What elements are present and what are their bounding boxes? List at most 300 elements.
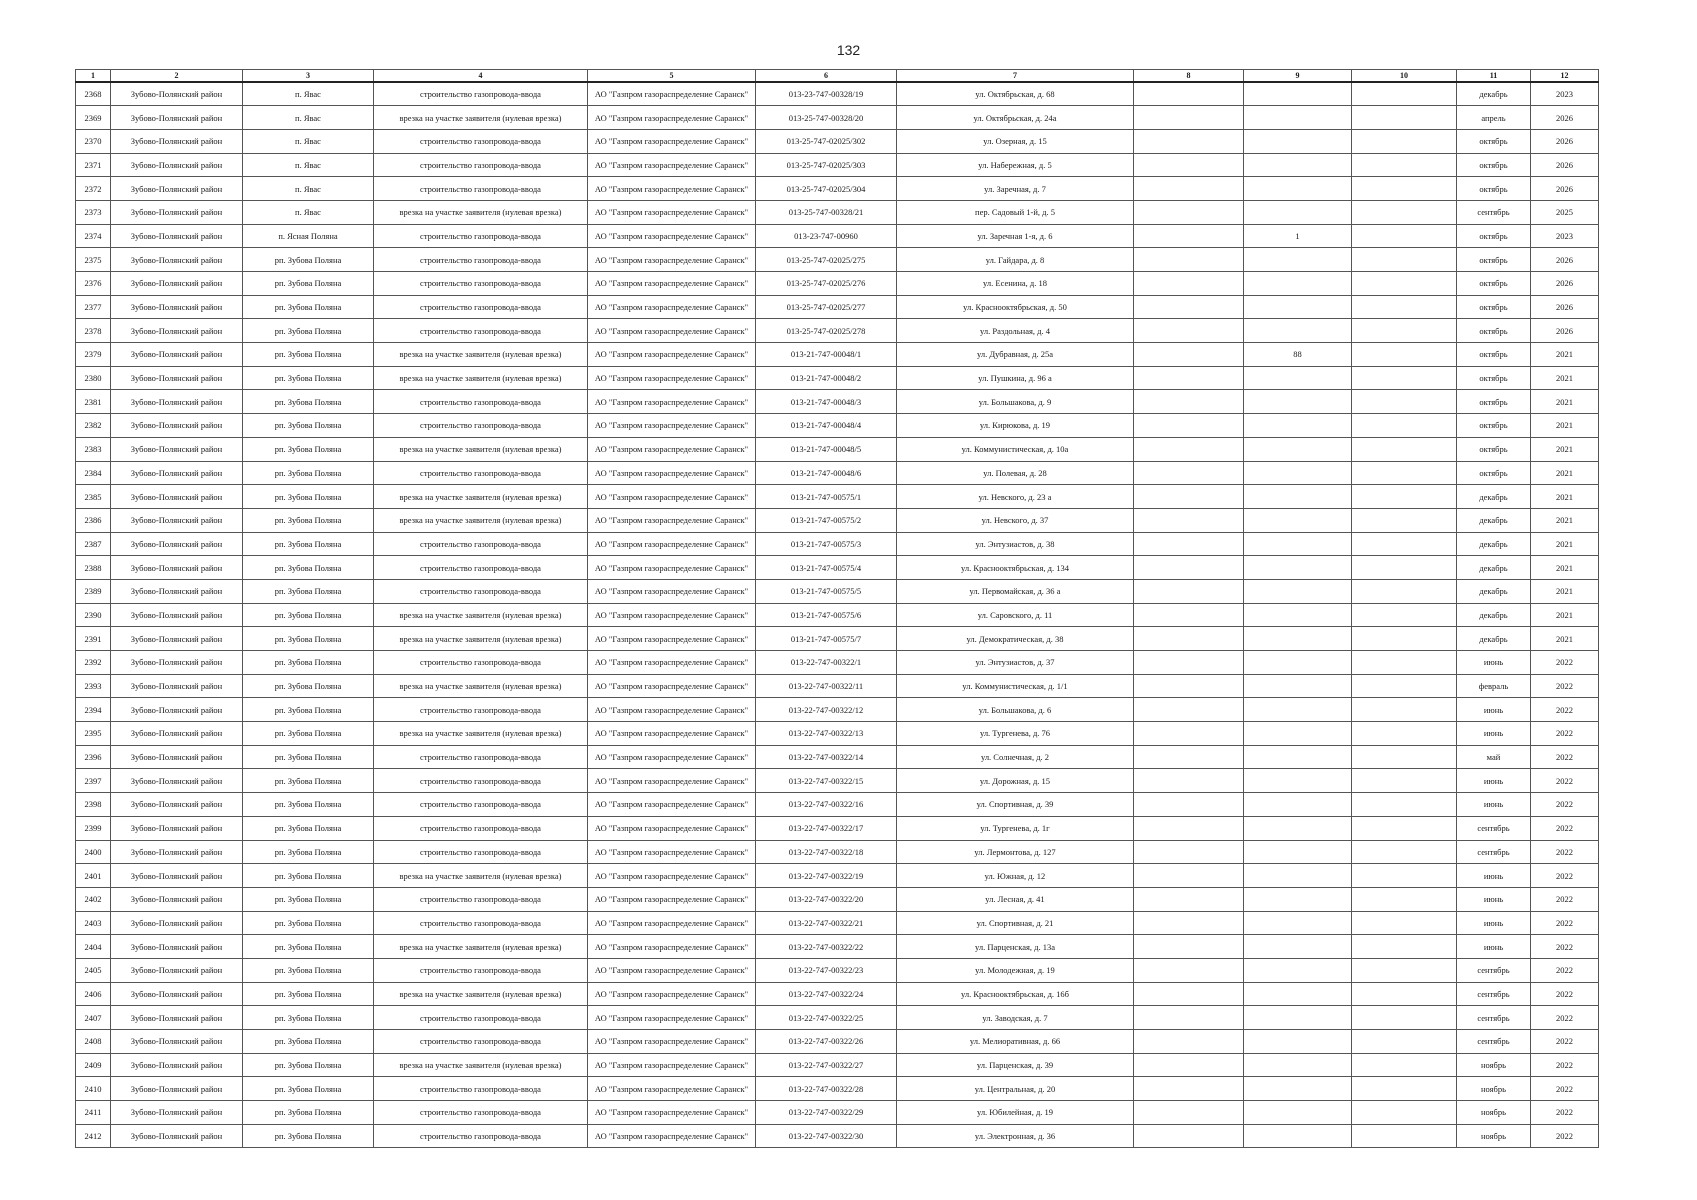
work-type-cell: строительство газопровода-ввода [374,390,588,414]
column-header-8: 8 [1134,70,1244,83]
work-type-cell: врезка на участке заявителя (нулевая врезка) [374,343,588,367]
settlement-cell: рп. Зубова Поляна [243,272,374,296]
organization-cell: АО "Газпром газораспределение Саранск" [588,343,756,367]
settlement-cell: рп. Зубова Поляна [243,745,374,769]
col-9-cell [1244,627,1352,651]
year-cell: 2026 [1531,272,1599,296]
column-header-12: 12 [1531,70,1599,83]
col-8-cell [1134,627,1244,651]
organization-cell: АО "Газпром газораспределение Саранск" [588,532,756,556]
row-number-cell: 2392 [76,651,111,675]
col-10-cell [1352,319,1457,343]
contract-number-cell: 013-25-747-02025/303 [756,153,897,177]
address-cell: ул. Раздольная, д. 4 [897,319,1134,343]
col-10-cell [1352,485,1457,509]
address-cell: ул. Озерная, д. 15 [897,129,1134,153]
col-10-cell [1352,390,1457,414]
address-cell: ул. Южная, д. 12 [897,864,1134,888]
row-number-cell: 2394 [76,698,111,722]
organization-cell: АО "Газпром газораспределение Саранск" [588,722,756,746]
col-8-cell [1134,816,1244,840]
settlement-cell: рп. Зубова Поляна [243,366,374,390]
row-number-cell: 2384 [76,461,111,485]
year-cell: 2022 [1531,840,1599,864]
month-cell: ноябрь [1457,1053,1531,1077]
district-cell: Зубово-Полянский район [111,508,243,532]
month-cell: октябрь [1457,177,1531,201]
contract-number-cell: 013-22-747-00322/15 [756,769,897,793]
table-row [76,887,1599,911]
organization-cell: АО "Газпром газораспределение Саранск" [588,935,756,959]
settlement-cell: рп. Зубова Поляна [243,603,374,627]
col-9-cell [1244,887,1352,911]
month-cell: октябрь [1457,461,1531,485]
year-cell: 2022 [1531,864,1599,888]
col-10-cell [1352,864,1457,888]
table-row [76,816,1599,840]
table-row [76,248,1599,272]
col-9-cell [1244,414,1352,438]
col-9-cell: 88 [1244,343,1352,367]
column-header-10: 10 [1352,70,1457,83]
organization-cell: АО "Газпром газораспределение Саранск" [588,485,756,509]
year-cell: 2022 [1531,1053,1599,1077]
district-cell: Зубово-Полянский район [111,556,243,580]
col-9-cell [1244,579,1352,603]
settlement-cell: рп. Зубова Поляна [243,437,374,461]
work-type-cell: врезка на участке заявителя (нулевая врезка) [374,722,588,746]
year-cell: 2026 [1531,319,1599,343]
col-8-cell [1134,295,1244,319]
row-number-cell: 2402 [76,887,111,911]
col-8-cell [1134,745,1244,769]
col-9-cell [1244,82,1352,106]
month-cell: октябрь [1457,319,1531,343]
address-cell: ул. Невского, д. 37 [897,508,1134,532]
district-cell: Зубово-Полянский район [111,745,243,769]
organization-cell: АО "Газпром газораспределение Саранск" [588,153,756,177]
month-cell: декабрь [1457,508,1531,532]
district-cell: Зубово-Полянский район [111,935,243,959]
year-cell: 2022 [1531,1006,1599,1030]
table-row [76,674,1599,698]
year-cell: 2021 [1531,556,1599,580]
row-number-cell: 2385 [76,485,111,509]
col-8-cell [1134,177,1244,201]
settlement-cell: рп. Зубова Поляна [243,816,374,840]
contract-number-cell: 013-23-747-00328/19 [756,82,897,106]
year-cell: 2025 [1531,200,1599,224]
settlement-cell: рп. Зубова Поляна [243,651,374,675]
col-10-cell [1352,1053,1457,1077]
district-cell: Зубово-Полянский район [111,793,243,817]
col-9-cell [1244,556,1352,580]
district-cell: Зубово-Полянский район [111,579,243,603]
district-cell: Зубово-Полянский район [111,1124,243,1148]
address-cell: ул. Мелиоративная, д. 66 [897,1030,1134,1054]
district-cell: Зубово-Полянский район [111,224,243,248]
year-cell: 2026 [1531,295,1599,319]
col-10-cell [1352,343,1457,367]
col-8-cell [1134,1006,1244,1030]
district-cell: Зубово-Полянский район [111,698,243,722]
district-cell: Зубово-Полянский район [111,1030,243,1054]
contract-number-cell: 013-22-747-00322/16 [756,793,897,817]
organization-cell: АО "Газпром газораспределение Саранск" [588,129,756,153]
month-cell: октябрь [1457,414,1531,438]
col-9-cell [1244,840,1352,864]
month-cell: октябрь [1457,390,1531,414]
year-cell: 2021 [1531,532,1599,556]
district-cell: Зубово-Полянский район [111,390,243,414]
col-9-cell: 1 [1244,224,1352,248]
settlement-cell: рп. Зубова Поляна [243,1006,374,1030]
year-cell: 2021 [1531,485,1599,509]
month-cell: июнь [1457,911,1531,935]
settlement-cell: рп. Зубова Поляна [243,1077,374,1101]
year-cell: 2021 [1531,579,1599,603]
settlement-cell: рп. Зубова Поляна [243,769,374,793]
col-8-cell [1134,1124,1244,1148]
month-cell: октябрь [1457,248,1531,272]
month-cell: октябрь [1457,153,1531,177]
contract-number-cell: 013-21-747-00575/1 [756,485,897,509]
month-cell: сентябрь [1457,816,1531,840]
work-type-cell: строительство газопровода-ввода [374,958,588,982]
table-row [76,911,1599,935]
address-cell: ул. Гайдара, д. 8 [897,248,1134,272]
contract-number-cell: 013-21-747-00048/4 [756,414,897,438]
year-cell: 2026 [1531,153,1599,177]
col-9-cell [1244,958,1352,982]
table-row [76,200,1599,224]
row-number-cell: 2406 [76,982,111,1006]
col-9-cell [1244,982,1352,1006]
month-cell: май [1457,745,1531,769]
month-cell: ноябрь [1457,1124,1531,1148]
month-cell: сентябрь [1457,958,1531,982]
year-cell: 2022 [1531,1030,1599,1054]
month-cell: октябрь [1457,272,1531,296]
col-8-cell [1134,106,1244,130]
col-10-cell [1352,674,1457,698]
address-cell: ул. Спортивная, д. 21 [897,911,1134,935]
row-number-cell: 2368 [76,82,111,106]
col-9-cell [1244,769,1352,793]
col-9-cell [1244,935,1352,959]
col-10-cell [1352,414,1457,438]
col-9-cell [1244,200,1352,224]
address-cell: ул. Энтузиастов, д. 38 [897,532,1134,556]
address-cell: ул. Октябрьская, д. 68 [897,82,1134,106]
year-cell: 2022 [1531,651,1599,675]
address-cell: ул. Коммунистическая, д. 10а [897,437,1134,461]
table-row [76,840,1599,864]
district-cell: Зубово-Полянский район [111,106,243,130]
month-cell: июнь [1457,722,1531,746]
col-8-cell [1134,674,1244,698]
address-cell: ул. Октябрьская, д. 24а [897,106,1134,130]
settlement-cell: рп. Зубова Поляна [243,1124,374,1148]
table-row [76,129,1599,153]
year-cell: 2023 [1531,82,1599,106]
col-10-cell [1352,461,1457,485]
year-cell: 2023 [1531,224,1599,248]
settlement-cell: п. Явас [243,106,374,130]
settlement-cell: рп. Зубова Поляна [243,958,374,982]
col-10-cell [1352,603,1457,627]
settlement-cell: рп. Зубова Поляна [243,532,374,556]
month-cell: июнь [1457,769,1531,793]
column-header-2: 2 [111,70,243,83]
settlement-cell: рп. Зубова Поляна [243,508,374,532]
col-9-cell [1244,1053,1352,1077]
year-cell: 2026 [1531,177,1599,201]
work-type-cell: строительство газопровода-ввода [374,579,588,603]
row-number-cell: 2386 [76,508,111,532]
district-cell: Зубово-Полянский район [111,177,243,201]
organization-cell: АО "Газпром газораспределение Саранск" [588,1030,756,1054]
year-cell: 2021 [1531,461,1599,485]
year-cell: 2026 [1531,129,1599,153]
work-type-cell: строительство газопровода-ввода [374,745,588,769]
page-number: 132 [836,42,861,58]
organization-cell: АО "Газпром газораспределение Саранск" [588,698,756,722]
row-number-cell: 2378 [76,319,111,343]
contract-number-cell: 013-21-747-00575/6 [756,603,897,627]
col-8-cell [1134,485,1244,509]
month-cell: ноябрь [1457,1101,1531,1125]
year-cell: 2021 [1531,627,1599,651]
year-cell: 2022 [1531,958,1599,982]
address-cell: пер. Садовый 1-й, д. 5 [897,200,1134,224]
settlement-cell: п. Явас [243,82,374,106]
organization-cell: АО "Газпром газораспределение Саранск" [588,437,756,461]
work-type-cell: врезка на участке заявителя (нулевая врезка) [374,982,588,1006]
address-cell: ул. Краснооктябрьская, д. 50 [897,295,1134,319]
settlement-cell: п. Явас [243,177,374,201]
month-cell: июнь [1457,864,1531,888]
col-10-cell [1352,1077,1457,1101]
row-number-cell: 2387 [76,532,111,556]
organization-cell: АО "Газпром газораспределение Саранск" [588,603,756,627]
address-cell: ул. Кирюкова, д. 19 [897,414,1134,438]
work-type-cell: строительство газопровода-ввода [374,1006,588,1030]
col-8-cell [1134,769,1244,793]
table-row [76,769,1599,793]
col-8-cell [1134,579,1244,603]
row-number-cell: 2393 [76,674,111,698]
col-9-cell [1244,319,1352,343]
work-type-cell: строительство газопровода-ввода [374,911,588,935]
organization-cell: АО "Газпром газораспределение Саранск" [588,319,756,343]
address-cell: ул. Краснооктябрьская, д. 16б [897,982,1134,1006]
address-cell: ул. Коммунистическая, д. 1/1 [897,674,1134,698]
address-cell: ул. Дубравная, д. 25а [897,343,1134,367]
organization-cell: АО "Газпром газораспределение Саранск" [588,840,756,864]
contract-number-cell: 013-22-747-00322/19 [756,864,897,888]
col-8-cell [1134,366,1244,390]
year-cell: 2022 [1531,935,1599,959]
contract-number-cell: 013-22-747-00322/1 [756,651,897,675]
settlement-cell: рп. Зубова Поляна [243,414,374,438]
col-8-cell [1134,532,1244,556]
table-row [76,698,1599,722]
contract-number-cell: 013-21-747-00048/6 [756,461,897,485]
organization-cell: АО "Газпром газораспределение Саранск" [588,1101,756,1125]
district-cell: Зубово-Полянский район [111,1053,243,1077]
col-9-cell [1244,437,1352,461]
work-type-cell: строительство газопровода-ввода [374,769,588,793]
address-cell: ул. Электронная, д. 36 [897,1124,1134,1148]
month-cell: февраль [1457,674,1531,698]
address-cell: ул. Парценская, д. 39 [897,1053,1134,1077]
district-cell: Зубово-Полянский район [111,911,243,935]
col-9-cell [1244,177,1352,201]
work-type-cell: строительство газопровода-ввода [374,651,588,675]
table-row [76,177,1599,201]
contract-number-cell: 013-22-747-00322/30 [756,1124,897,1148]
col-9-cell [1244,508,1352,532]
row-number-cell: 2370 [76,129,111,153]
row-number-cell: 2412 [76,1124,111,1148]
col-8-cell [1134,461,1244,485]
work-type-cell: врезка на участке заявителя (нулевая врезка) [374,508,588,532]
col-9-cell [1244,248,1352,272]
district-cell: Зубово-Полянский район [111,295,243,319]
table-row [76,556,1599,580]
row-number-cell: 2373 [76,200,111,224]
col-10-cell [1352,1101,1457,1125]
organization-cell: АО "Газпром газораспределение Саранск" [588,82,756,106]
contract-number-cell: 013-22-747-00322/11 [756,674,897,698]
year-cell: 2022 [1531,1077,1599,1101]
col-9-cell [1244,153,1352,177]
organization-cell: АО "Газпром газораспределение Саранск" [588,508,756,532]
col-10-cell [1352,556,1457,580]
contract-number-cell: 013-22-747-00322/23 [756,958,897,982]
month-cell: июнь [1457,793,1531,817]
contract-number-cell: 013-22-747-00322/12 [756,698,897,722]
settlement-cell: рп. Зубова Поляна [243,1053,374,1077]
settlement-cell: рп. Зубова Поляна [243,698,374,722]
organization-cell: АО "Газпром газораспределение Саранск" [588,461,756,485]
data-table [75,69,1599,1148]
col-8-cell [1134,272,1244,296]
column-header-11: 11 [1457,70,1531,83]
month-cell: октябрь [1457,366,1531,390]
district-cell: Зубово-Полянский район [111,674,243,698]
contract-number-cell: 013-21-747-00048/5 [756,437,897,461]
work-type-cell: строительство газопровода-ввода [374,224,588,248]
contract-number-cell: 013-22-747-00322/18 [756,840,897,864]
col-9-cell [1244,1030,1352,1054]
contract-number-cell: 013-25-747-02025/276 [756,272,897,296]
column-header-1: 1 [76,70,111,83]
col-9-cell [1244,864,1352,888]
col-8-cell [1134,200,1244,224]
month-cell: сентябрь [1457,1030,1531,1054]
col-8-cell [1134,129,1244,153]
col-8-cell [1134,1077,1244,1101]
organization-cell: АО "Газпром газораспределение Саранск" [588,982,756,1006]
row-number-cell: 2388 [76,556,111,580]
col-10-cell [1352,1006,1457,1030]
settlement-cell: п. Ясная Поляна [243,224,374,248]
work-type-cell: строительство газопровода-ввода [374,1030,588,1054]
col-8-cell [1134,390,1244,414]
row-number-cell: 2403 [76,911,111,935]
work-type-cell: строительство газопровода-ввода [374,1124,588,1148]
district-cell: Зубово-Полянский район [111,982,243,1006]
work-type-cell: строительство газопровода-ввода [374,461,588,485]
contract-number-cell: 013-22-747-00322/17 [756,816,897,840]
col-10-cell [1352,745,1457,769]
col-10-cell [1352,532,1457,556]
organization-cell: АО "Газпром газораспределение Саранск" [588,1124,756,1148]
work-type-cell: врезка на участке заявителя (нулевая врезка) [374,603,588,627]
table-row [76,106,1599,130]
year-cell: 2022 [1531,674,1599,698]
row-number-cell: 2377 [76,295,111,319]
settlement-cell: рп. Зубова Поляна [243,982,374,1006]
col-10-cell [1352,82,1457,106]
col-8-cell [1134,437,1244,461]
year-cell: 2022 [1531,982,1599,1006]
contract-number-cell: 013-21-747-00048/3 [756,390,897,414]
col-8-cell [1134,414,1244,438]
settlement-cell: рп. Зубова Поляна [243,627,374,651]
month-cell: июнь [1457,698,1531,722]
address-cell: ул. Демократическая, д. 38 [897,627,1134,651]
year-cell: 2022 [1531,769,1599,793]
col-10-cell [1352,935,1457,959]
organization-cell: АО "Газпром газораспределение Саранск" [588,627,756,651]
contract-number-cell: 013-22-747-00322/13 [756,722,897,746]
col-8-cell [1134,864,1244,888]
work-type-cell: врезка на участке заявителя (нулевая врезка) [374,200,588,224]
month-cell: декабрь [1457,579,1531,603]
contract-number-cell: 013-22-747-00322/29 [756,1101,897,1125]
address-cell: ул. Молодежная, д. 19 [897,958,1134,982]
year-cell: 2022 [1531,1124,1599,1148]
row-number-cell: 2389 [76,579,111,603]
col-9-cell [1244,745,1352,769]
address-cell: ул. Дорожная, д. 15 [897,769,1134,793]
year-cell: 2022 [1531,887,1599,911]
col-9-cell [1244,698,1352,722]
address-cell: ул. Заводская, д. 7 [897,1006,1134,1030]
year-cell: 2021 [1531,390,1599,414]
col-9-cell [1244,816,1352,840]
work-type-cell: строительство газопровода-ввода [374,532,588,556]
address-cell: ул. Тургенева, д. 1г [897,816,1134,840]
col-10-cell [1352,177,1457,201]
organization-cell: АО "Газпром газораспределение Саранск" [588,958,756,982]
year-cell: 2021 [1531,343,1599,367]
col-8-cell [1134,911,1244,935]
district-cell: Зубово-Полянский район [111,864,243,888]
month-cell: сентябрь [1457,200,1531,224]
contract-number-cell: 013-21-747-00575/4 [756,556,897,580]
work-type-cell: строительство газопровода-ввода [374,129,588,153]
district-cell: Зубово-Полянский район [111,603,243,627]
column-header-7: 7 [897,70,1134,83]
col-10-cell [1352,793,1457,817]
address-cell: ул. Тургенева, д. 76 [897,722,1134,746]
district-cell: Зубово-Полянский район [111,651,243,675]
district-cell: Зубово-Полянский район [111,1101,243,1125]
